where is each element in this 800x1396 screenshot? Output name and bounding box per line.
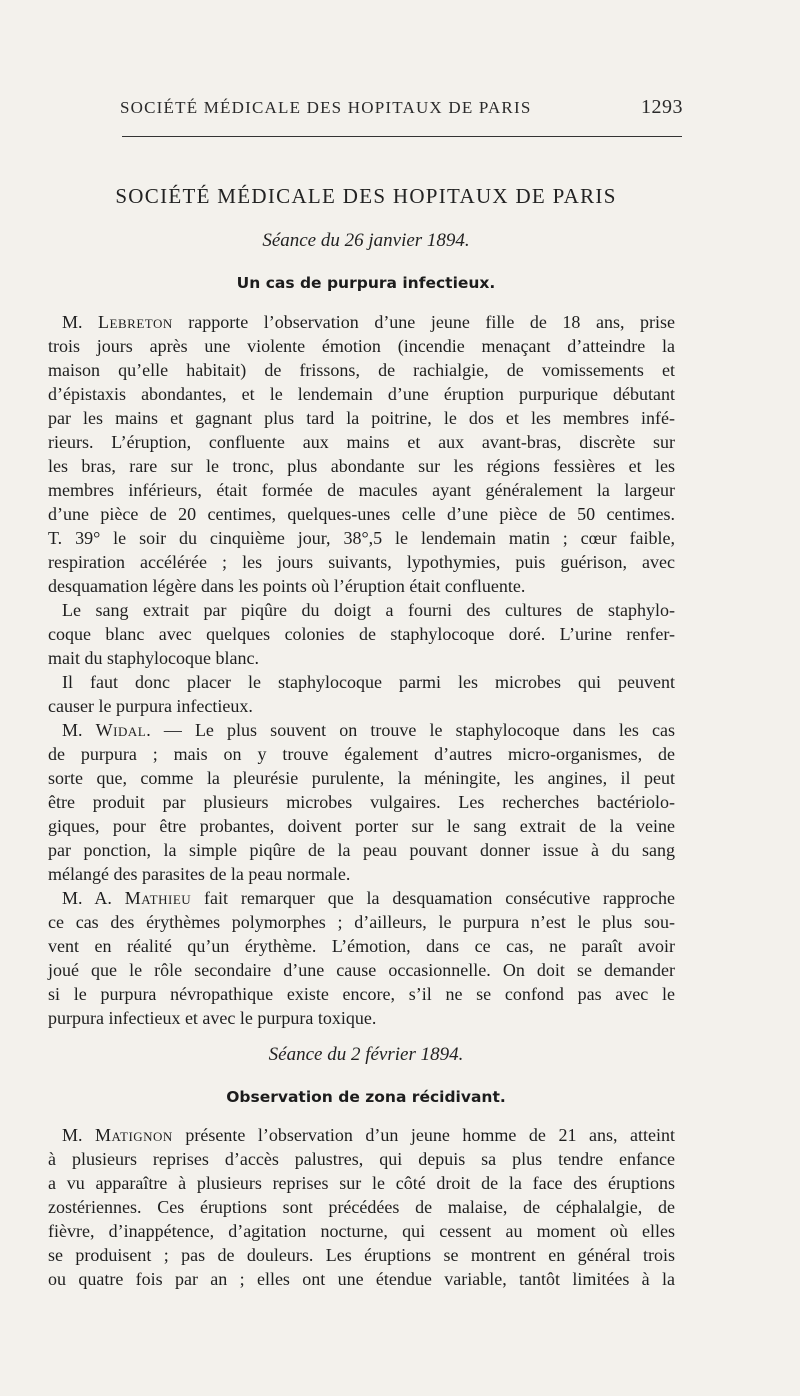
text-line: si le purpura névropathique existe encore, s’il ne se confond pas avec le [48, 984, 675, 1004]
section-2-body [48, 1123, 675, 1291]
line-rest: . — Le plus souvent on trouve le staphylocoque dans les cas [146, 720, 675, 740]
text-line: giques, pour être probantes, doivent porter sur le sang extrait de la veine [48, 816, 675, 836]
line-prefix: M. [62, 720, 96, 740]
text-line: mélangé des parasites de la peau normale. [48, 864, 351, 884]
line-rest: présente l’observation d’un jeune homme de 21 ans, atteint [172, 1125, 675, 1145]
text-line: Le sang extrait par piqûre du doigt a fourni des cultures de staphylo- [62, 600, 675, 620]
text-line: respiration accélérée ; les jours suivants, lypothymies, puis guérison, avec [48, 552, 675, 572]
line-prefix: M. [62, 1125, 96, 1145]
page-number: 1293 [641, 96, 683, 118]
text-line: fièvre, d’inappétence, d’agitation nocturne, qui cessent au moment où elles [48, 1221, 675, 1241]
text-line: mait du staphylocoque blanc. [48, 648, 259, 668]
line-rest: fait remarquer que la desquamation consécutive rapproche [191, 888, 676, 908]
text-line: purpura infectieux et avec le purpura toxique. [48, 1008, 377, 1028]
text-line: a vu apparaître à plusieurs reprises sur le côté droit de la face des éruptions [48, 1173, 675, 1193]
text-line: vent en réalité qu’un érythème. L’émotion, dans ce cas, ne paraît avoir [48, 936, 675, 956]
case-title-1: Un cas de purpura infectieux. [236, 274, 496, 292]
text-line: sorte que, comme la pleurésie purulente, la méningite, les angines, il peut [48, 768, 675, 788]
text-line [48, 310, 675, 334]
line-rest: rapporte l’observation d’une jeune fille de 18 ans, prise [172, 312, 675, 332]
text-line: trois jours après une violente émotion (incendie menaçant d’atteindre la [48, 336, 675, 356]
text-line: ou quatre fois par an ; elles ont une étendue variable, tantôt limitées à la [48, 1269, 675, 1289]
speaker-name: Widal [95, 720, 147, 740]
session-date-2: Séance du 2 février 1894. [268, 1044, 464, 1065]
header-rule [122, 136, 682, 137]
text-line: ce cas des érythèmes polymorphes ; d’ailleurs, le purpura n’est le plus sou- [48, 912, 675, 932]
text-line: de purpura ; mais on y trouve également d’autres micro-organismes, de [48, 744, 675, 764]
running-title: SOCIÉTÉ MÉDICALE DES HOPITAUX DE PARIS [120, 98, 532, 117]
line-prefix: M. [62, 312, 99, 332]
text-line: Il faut donc placer le staphylocoque parmi les microbes qui peuvent [62, 672, 675, 692]
text-line [48, 1123, 675, 1147]
text-line: T. 39° le soir du cinquième jour, 38°,5 le lendemain matin ; cœur faible, [48, 528, 675, 548]
text-line: être produit par plusieurs microbes vulgaires. Les recherches bactériolo- [48, 792, 675, 812]
text-line: rieurs. L’éruption, confluente aux mains et aux avant-bras, discrète sur [48, 432, 675, 452]
text-line: coque blanc avec quelques colonies de staphylocoque doré. L’urine renfer- [48, 624, 675, 644]
text-line: par ponction, la simple piqûre de la peau pouvant donner issue à du sang [48, 840, 675, 860]
session-date-1: Séance du 26 janvier 1894. [262, 230, 470, 251]
text-line: à plusieurs reprises d’accès palustres, qui depuis sa plus tendre enfance [48, 1149, 675, 1169]
speaker-name: Lebreton [98, 312, 173, 332]
society-title: SOCIÉTÉ MÉDICALE DES HOPITAUX DE PARIS [115, 184, 617, 208]
text-line: d’une pièce de 20 centimes, quelques-unes celle d’une pièce de 50 centimes. [48, 504, 675, 524]
line-prefix: M. A. [62, 888, 125, 908]
text-line: d’épistaxis abondantes, et le lendemain d’une éruption purpurique débutant [48, 384, 675, 404]
text-line: maison qu’elle habitait) de frissons, de rachialgie, de vomissements et [48, 360, 675, 380]
text-line: causer le purpura infectieux. [48, 696, 253, 716]
speaker-name: Mathieu [124, 888, 192, 908]
text-line: se produisent ; pas de douleurs. Les éruptions se montrent en général trois [48, 1245, 675, 1265]
speaker-name: Matignon [95, 1125, 173, 1145]
text-line [48, 718, 675, 742]
case-title-2: Observation de zona récidivant. [226, 1088, 506, 1106]
text-line [48, 886, 675, 910]
text-line: desquamation légère dans les points où l’éruption était confluente. [48, 576, 526, 596]
text-line: membres inférieurs, était formée de macules ayant généralement la largeur [48, 480, 675, 500]
text-line: joué que le rôle secondaire d’une cause occasionnelle. On doit se demander [48, 960, 675, 980]
section-1-body [48, 310, 675, 1030]
text-line: les bras, rare sur le tronc, plus abondante sur les régions fessières et les [48, 456, 675, 476]
text-line: par les mains et gagnant plus tard la poitrine, le dos et les membres infé- [48, 408, 675, 428]
text-line: zostériennes. Ces éruptions sont précédées de malaise, de céphalalgie, de [48, 1197, 675, 1217]
